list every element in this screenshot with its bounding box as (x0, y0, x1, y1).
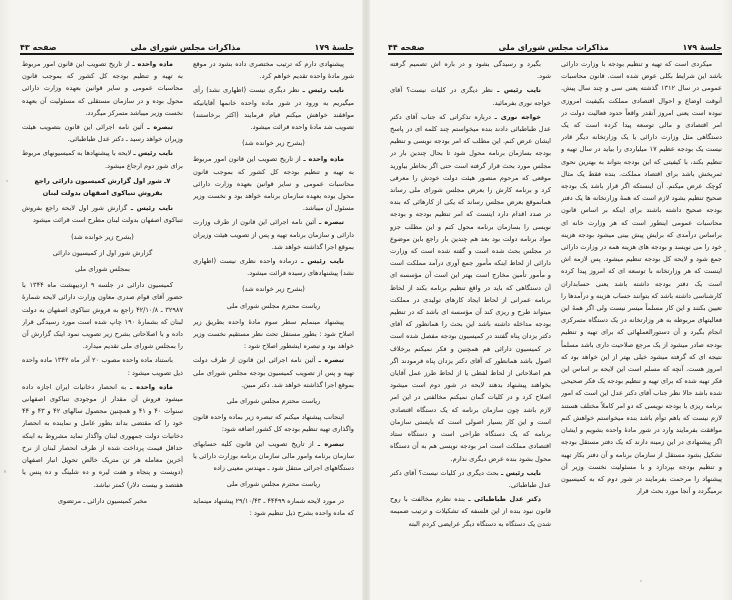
speech-paragraph (193, 354, 354, 391)
speaker-name: نایب رئیس ـ (302, 86, 345, 95)
speech-paragraph (193, 216, 354, 253)
speaker-name: ماده واحده ـ (303, 155, 344, 164)
speech-text: درباره تذکراتی که جناب آقای دکتر عدل طباطبائی دادند بنده میخواستم چند کلمه ای در پاسخ ایشان عرض کنم. این مطلب که امر بودجه نویسی و تنظیم بودجه بسازمان برنامه محول شود تا بحال چندین بار در مجلس مورد بحث قرار گرفته است حتی اگر بخاطر بیاورید موقعی که مرحوم منصور هیئت دولت خودش را معرفی کرد و برنامه کارش را بعرض مجلس شورای ملی رساند همانموقع بعرض مجلس رساند که یکی از کارهائی که بنده در صدد اقدام دارد اینست که امر تنظیم بودجه و بودجه نویسی را بسازمان برنامه محول کنم و این مطلب جزو مواد برنامه دولت بود بعد هم چندین بار راجع باین موضوع در مجلس بحث شده است و گفته شده است که وزارت دارائی از لحاظ اینکه مأمور جمع آوری درآمد مملکت است و مأمور تأمین مخارج است بهتر این است آن مؤسسه ای آن دستگاهی که باید در واقع تنظیم برنامه بکند از لحاظ برنامه عمرانی از لحاظ ایجاد کارهای تولیدی در مملکت میتواند طرح و ریزی کند آن مؤسسه ای باشد که در تنظیم بودجه مداخله داشته باشد این بحث را همانطور که آقای دکتر یزدان پناه گفتند در کمیسیون بودجه مفصل شده است در کمیسیون دارائی هم همچنین و فکر نمیکنم برخلاف اصول باشد همانطور که آقای دکتر یزدان پناه فرمودند اگر هم اصلاحاتی از لحاظ لفظی یا از لحاظ طرز عمل آقایان بخواهند پیشنهاد بدهند لایحه در شور دوم است میشود اصلاح کرد و در کلیات گمان نمیکنم مخالفتی در این امر لازم باشد چون سازمان برنامه که یک دستگاه اقتصادی است و این کار بسیار اصولی است که بایستی سازمان برنامه که یک دستگاه طراحی است و دستگاه ستاد اقتصادی مملکت است امر بودجه نویسی هم به آن دستگاه محول بشود بنده عرض دیگری ندارم. (390, 112, 551, 463)
centered-heading: مخبر کمیسیون دارائی ـ مرتضوی (57, 496, 148, 505)
text-columns (22, 58, 354, 570)
scan-speck (724, 250, 726, 252)
speech-paragraph (22, 202, 183, 226)
speech-text: نظر دیگری در کلیات نیست؟ آقای خواجه نوری بفرمائید. (390, 86, 551, 107)
speech-text: گزارش شور اول لایحه راجع بفروش تنباکوی اصفهان بدولت لبنان مطرح است قرائت میشود (22, 204, 183, 225)
speaker-name: نایب رئیس ـ (130, 204, 173, 213)
speaker-name: تبصره ـ (317, 439, 344, 448)
speaker-name: نایب رئیس ـ (497, 86, 541, 95)
session-number: جلسهٔ ۱۷۹ (682, 43, 722, 52)
running-title: مذاکرات مجلس شورای ملی (130, 43, 241, 52)
speech-text: درماده واحده نظری نیست (اظهاری نشد) پیشنهادهای رسیده قرائت میشود. (193, 257, 354, 278)
speech-paragraph (193, 255, 354, 279)
body-paragraph: کمیسیون دارائی در جلسه ۹ اردیبهشت ماه ۱۳۴۴ با حضور آقای قوام صدری معاون وزارت دارائی لایحه شمارهٔ ۳۲۹۸۷ ـ ۴۲/۱۰/۸ راجع به فروش تنباکوی اصفهان به دولت لبنان که بشمارهٔ ۱۹۰ چاپ شده است مورد رسیدگی قرار داده و با اصلاحاتی بشرح زیر تصویب نمود اینک گزارش آن را بمجلس شورای ملی تقدیم میدارد. (22, 281, 183, 351)
speech-paragraph (22, 381, 183, 491)
text-columns (390, 58, 722, 570)
body-paragraph: پیشنهاد مینمایم سطر سوم مادهٔ واحده بطریق زیر اصلاح شود : بطور مستقل تحت نظر مستقیم نخست وزیر خواهد بود و تبصره ایشطور اصلاح شود : (193, 317, 354, 351)
speech-text: از تاریخ تصویب این قانون امور مربوط به تهیه و تنظیم بودجه کل کشور که بموجب قانون محاسبات عمومی و سایر قوانین بعهده وزارت دارائی محول بوده بعهده سازمان برنامه خواهد بود و نخست وزیر مسئول آن میباشد. (193, 155, 354, 213)
page-44 (366, 0, 732, 600)
header-rule (20, 53, 354, 55)
speech-paragraph (390, 467, 551, 491)
speaker-name: تبصره ـ (147, 123, 173, 132)
session-number: جلسهٔ ۱۷۹ (314, 43, 354, 52)
body-paragraph: بگیرد و رسیدگی بشود و در باره اش تصمیم گرفته شود. (390, 60, 551, 81)
page-header (388, 38, 722, 52)
centered-heading: (بشرح زیر خوانده شد) (71, 232, 134, 241)
section-title: ۷ـ شور اول گزارش کمیسیون دارائی راجع بفروش تنباکوی اصفهان بدولت لبنان (34, 176, 171, 198)
speech-paragraph (390, 111, 551, 465)
speech-paragraph (390, 493, 551, 530)
scan-speck (6, 180, 8, 182)
speaker-name: نایب رئیس ـ (301, 257, 344, 266)
speech-text: لایحه با پیشنهادها به کمیسیونهای مربوط برای شور دوم ارجاع میشود. (22, 149, 183, 170)
speech-text: آئین نامه اجرائی این قانون از طرف وزارت دارائی و سازمان برنامه تهیه و پس از تصویب هیئت وزیران بموقع اجرا گذاشته خواهد شد. (193, 218, 354, 251)
speech-text: بحث دیگری در کلیات نیست؟ آقای دکتر عدل طباطبائی. (390, 468, 551, 489)
column-right (561, 58, 722, 570)
speech-paragraph (193, 84, 354, 133)
binding-gutter (362, 0, 370, 600)
column-left (390, 58, 551, 570)
body-paragraph: در مورد لایحه شماره ۴۴۴۹۹ ـ ۲۹/۱۰/۴۳ پیشنهاد مینماید که ماده واحده بشرح ذیل تنظیم شود : (193, 496, 354, 517)
speaker-name: خواجه نوری ـ (494, 112, 541, 121)
speech-paragraph (22, 121, 183, 145)
scan-speck (4, 470, 6, 473)
speech-text: به انحصار دخانیات ایران اجازه داده میشود فروش آن مقدار از موجودی تنباکوی اصفهانی سنوات ۴۰ و ۴۱ و همچنین محصول سالهای ۴۲ و ۴۳ و ۴۴ خود را که مقتضی بداند بطور عامل و نماینده به انحصار دخانیات دولت جمهوری لبنان واگذار نماید مشروط به اینکه حداقل قیمت پرداخت شده از طرف انحصار لبنان از نرخ آخرین معامله هر تن متریک خالص تحویل انبار اصفهان (دویست و پنجاه و هفت لیره و ده شلینگ و ده پنس یا هفتصد و بیست دلار) کمتر نباشد. (22, 382, 183, 489)
speaker-name: ماده واحده ـ (132, 60, 173, 68)
centered-heading: ریاست محترم مجلس شورای ملی (226, 301, 321, 310)
speech-text: آئین نامه اجرائی این قانون از طرف دولت تهیه و پس از تصویب کمیسیون بودجه مجلس شورای ملی بموقع اجرا گذاشته خواهد شد. دکتر مبین. (193, 356, 354, 389)
centered-heading: (بشرح زیر خوانده شد) (242, 285, 305, 294)
speech-paragraph (390, 84, 551, 108)
speaker-name: تبصره ـ (318, 356, 344, 365)
column-left (22, 58, 183, 570)
centered-heading: گزارش شور اول از کمیسیون دارائی (52, 248, 153, 257)
speaker-name: نایب رئیس ـ (133, 149, 173, 158)
header-rule (388, 53, 722, 55)
speech-text: نظر دیگری نیست (اظهاری نشد) رأی میگیریم به ورود در شور ماده واحده خانمها آقایانیکه موافقند خواهش میکنم قیام فرمایند (اکثر برخاستند) تصویب شد مادهٔ واحده قرائت میشود. (193, 86, 354, 132)
centered-heading: ریاست محترم مجلس شورای ملی (226, 480, 321, 489)
page-number: صفحه ۴۳ (20, 43, 57, 52)
speaker-name: ماده واحده ـ (130, 382, 173, 391)
speaker-name: دکتر عدل طباطبائی ـ (468, 495, 541, 504)
speech-paragraph (22, 58, 183, 119)
speech-paragraph (193, 438, 354, 475)
body-paragraph: اینجانب پیشنهاد میکنم که تبصره زیر بماده واحده قانون واگذاری تهیه تنظیم بودجه کل کشور اضافه شود: (193, 413, 354, 434)
scan-speck (640, 580, 642, 582)
centered-heading: بمجلس شورای ملی (74, 265, 130, 274)
body-paragraph: میکردی است که تهیه و تنظیم بودجه با وزارت دارائی باشد این شرایط بکلی عوض شده است. قانون محاسبات عمومی در سال ۱۳۱۲ گذشته یعنی سی و چند سال پیش. آنوقت اوضاع و احوال اقتصادی مملکت بکیفیت امروزی نبوده است یعنی امروز آنقدر واقعاً حدود فعالیت دولت در امر اقتصادی و مالی توسعه پیدا کرده است که یک دستگاهی مثل وزارت دارائی یا یک وزارتخانه دیگر قادر نیست یک بودجه عظیم ۱۷ میلیاردی را بیاید در سال تهیه و تنظیم بکند، با کیفیتی که این بودجه بتواند به بهترین نحوی ثمربخش باشد برای اقتصاد مملکت. بنده فقط یک مثال کوچک عرض میکنم. آن اینستکه اگر قرار باشد یک بودجه صحیح تنظیم بشود لازم است که همهٔ وزارتخانه ها یک دفتر بودجه صحیح داشته باشند برای اینکه بر اساس قانون محاسبات عمومی اینطور است که هر وزارت خانه ای براساس درآمدی که برایش پیش بینی میشود بودجه هزینه خود را می نویسد و بودجه های هزینه همه در وزارت دارائی جمع شود و لایحه کل بودجه تنظیم میشود. پس لازمه اش اینست که هر وزارتخانه با توسعه ای که امروز پیدا کرده است یک دفتر بودجه داشته باشد یعنی حسابداران کارشناسی داشته باشد که بتوانند حساب هزینه و درآمدها را تعیین بکنند و این کار مسلماً میسر نیست ولی اگر همهٔ این فعالیتهای مربوطه به هر وزارتخانه در یک دستگاه متمرکزی انجام بگیرد و آن دستورالعملهائی که برای تهیه و تنظیم بودجه صادر میشود از یک مرجع صلاحیت داری باشد مسلماً نتیجه ای که گرفته میشود خیلی بهتر از این خواهد بود که امروز هست. آنچه که مسلم است این لایحه بر اساس این فکر تهیه شده که برای تهیه و تنظیم بودجه یک فکر صحیحی شده باشد حالا نظر جناب آقای دکتر عدل این است که امور برنامه ریزی با بودجه نویسی که دو امر کاملاً مختلف هستند لازم نیست که باهم توأم باشد بنده میخواستم خواهش کنم موافقت بفرمایند وارد در شور مادهٔ واحده بشویم و ایشان اگر پیشنهادی در این زمینه دارند که یک دفتر مستقل بودجه تشکیل بشود مستقل از سازمان برنامه و آن دفتر بکار تهیه و تنظیم بودجه بپردازد و با مسئولیت نخست وزیر آن پیشنهاد را مرحمت بفرمایند در شور دوم که به کمیسیون برمیگردد و آنجا مورد بحث قرار (561, 60, 722, 496)
running-title: مذاکرات مجلس شورای ملی (498, 43, 609, 52)
speech-text: آئین نامه اجرائی این قانون بتصویب هیئت وزیران خواهد رسید ـ دکتر عدل طباطبائی. (22, 123, 183, 144)
speaker-name: نایب رئیس ـ (501, 468, 541, 477)
column-right (193, 58, 354, 570)
speaker-name: تبصره ـ (318, 218, 344, 227)
centered-heading: ریاست محترم مجلس شورای ملی (226, 397, 321, 406)
centered-heading: (بشرح زیر خوانده شد) (242, 139, 305, 148)
speech-text: از تاریخ تصویب این قانون امور مربوط به تهیه و تنظیم بودجه کل کشور که بموجب قانون محاسبات عمومی و سایر قوانین بعهده وزارت دارائی محول بوده و در سازمان مستقلی که مسئولیت آن بعهده نخست وزیر میباشد متمرکز میگردد. (22, 60, 183, 117)
page-header (20, 38, 354, 52)
speech-text: از تاریخ تصویب این قانون کلیه حسابهای سازمان برنامه وامور مالی سازمان برنامه بوزارت دارائی یا دستگاههای اجرائی منتقل شود ـ مهندس معینی زاده (193, 439, 354, 473)
body-paragraph: پیشنهادی دارم که ترتیب مختصری داده بشود در موقع شور مادهٔ واحده تقدیم خواهم کرد. (193, 60, 354, 81)
speech-paragraph (22, 147, 183, 171)
page-number: صفحه ۴۴ (388, 43, 425, 52)
body-paragraph: باستناد ماده واحده مصوب ۲۰ آذر ماه ۱۳۴۲ ماده واحده ذیل تصویب میشود : (22, 356, 183, 377)
speech-paragraph (193, 153, 354, 214)
speech-text: بنده نظرم مخالفت با روح قانون نبود بنده از این فلسفه که تشکیلات و ترتیب ضمیمه شدن یک دستگاه به دستگاه دیگر عرایضی کردم البته (390, 495, 551, 528)
